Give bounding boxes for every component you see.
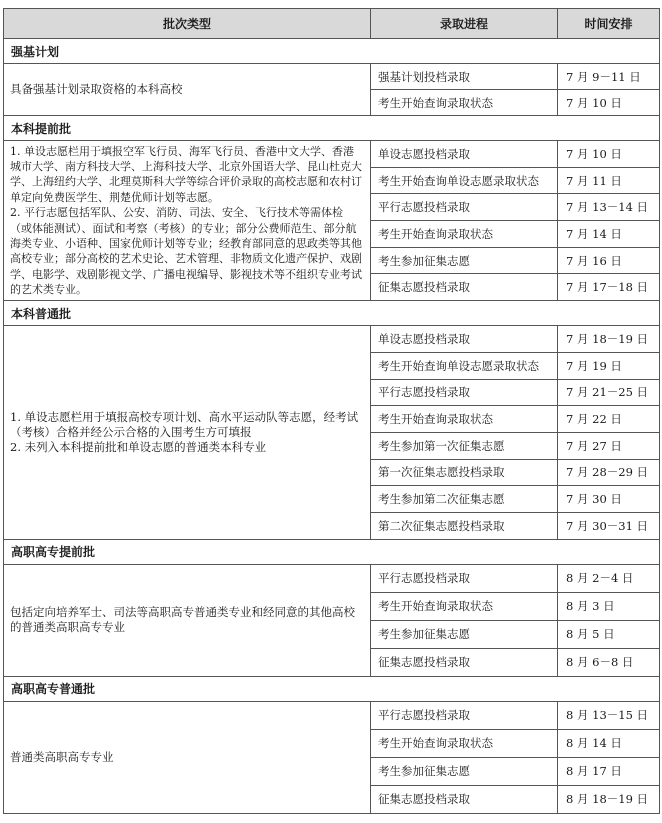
description-paragraph: 包括定向培养军士、司法等高职高专普通类专业和经同意的其他高校的普通类高职高专专业 <box>10 605 355 635</box>
admission-progress-cell: 考生开始查询录取状态 <box>371 221 558 248</box>
admission-progress-cell: 考生参加征集志愿 <box>371 247 558 274</box>
section-undergrad-regular-title-row <box>4 301 660 326</box>
schedule-time-cell: 8 月 6－8 日 <box>558 648 660 676</box>
schedule-time-cell: 7 月 28－29 日 <box>558 459 660 486</box>
schedule-time-cell: 7 月 21－25 日 <box>558 379 660 406</box>
description-paragraph: 1. 单设志愿栏用于填报空军飞行员、海军飞行员、香港中文大学、香港城市大学、南方科技大学、上海科技大学、北京外国语大学、昆山杜克大学、上海纽约大学、北理莫斯科大学等综合评价录取的高校志愿和农村订单定向免费医学生、荆楚优师计划等志愿。 <box>10 144 362 204</box>
table-row <box>4 326 660 353</box>
section-title: 本科普通批 <box>4 301 660 326</box>
schedule-time-cell: 7 月 18－19 日 <box>558 326 660 353</box>
batch-description <box>4 564 371 676</box>
schedule-time-cell: 7 月 10 日 <box>558 141 660 168</box>
schedule-time-cell: 7 月 19 日 <box>558 352 660 379</box>
description-paragraph: 1. 单设志愿栏用于填报高校专项计划、高水平运动队等志愿，经考试（考核）合格并经公示合格的入围考生方可填报 <box>10 409 359 439</box>
table-row <box>4 701 660 729</box>
schedule-time-cell: 8 月 13－15 日 <box>558 701 660 729</box>
schedule-time-cell: 7 月 30 日 <box>558 486 660 513</box>
admission-progress-cell: 考生开始查询录取状态 <box>371 406 558 433</box>
admission-progress-cell: 征集志愿投档录取 <box>371 648 558 676</box>
description-paragraph: 普通类高职高专专业 <box>10 749 114 764</box>
batch-description <box>4 141 371 301</box>
header-schedule: 时间安排 <box>558 9 660 39</box>
schedule-time-cell: 7 月 9－11 日 <box>558 64 660 90</box>
section-title: 高职高专提前批 <box>4 539 660 564</box>
admission-progress-cell: 征集志愿投档录取 <box>371 785 558 813</box>
section-title: 强基计划 <box>4 39 660 64</box>
admission-progress-cell: 考生参加征集志愿 <box>371 620 558 648</box>
schedule-time-cell: 7 月 13－14 日 <box>558 194 660 221</box>
admission-progress-cell: 平行志愿投档录取 <box>371 194 558 221</box>
admission-progress-cell: 考生开始查询录取状态 <box>371 729 558 757</box>
admission-progress-cell: 强基计划投档录取 <box>371 64 558 90</box>
admission-progress-cell: 平行志愿投档录取 <box>371 379 558 406</box>
schedule-time-cell: 8 月 17 日 <box>558 757 660 785</box>
schedule-time-cell: 7 月 10 日 <box>558 90 660 116</box>
table-row <box>4 64 660 90</box>
section-vocational-regular-title-row <box>4 676 660 701</box>
schedule-time-cell: 7 月 11 日 <box>558 167 660 194</box>
admission-progress-cell: 单设志愿投档录取 <box>371 141 558 168</box>
admission-schedule-table <box>3 8 660 814</box>
schedule-time-cell: 7 月 27 日 <box>558 432 660 459</box>
schedule-time-cell: 7 月 16 日 <box>558 247 660 274</box>
admission-progress-cell: 考生参加第二次征集志愿 <box>371 486 558 513</box>
section-vocational-early-title-row <box>4 539 660 564</box>
section-title: 本科提前批 <box>4 116 660 141</box>
batch-description <box>4 64 371 116</box>
batch-description <box>4 326 371 540</box>
section-strong-foundation-title-row <box>4 39 660 64</box>
schedule-time-cell: 7 月 17－18 日 <box>558 274 660 301</box>
description-paragraph: 2. 平行志愿包括军队、公安、消防、司法、安全、飞行技术等需体检（或体能测试）、面试和考察（考核）的专业；部分公费师范生、部分航海类专业、小语种、国家优师计划等专业；经教育部同意的思政类等其他高校专业；部分高校的艺术史论、艺术管理、非物质文化遗产保护、戏剧学、电影学、戏剧影视文学、广播电视编导、影视技术等不组织专业考试的艺术类专业。 <box>10 206 362 297</box>
table-row <box>4 141 660 168</box>
schedule-time-cell: 8 月 3 日 <box>558 592 660 620</box>
admission-progress-cell: 考生开始查询录取状态 <box>371 90 558 116</box>
admission-progress-cell: 平行志愿投档录取 <box>371 564 558 592</box>
schedule-time-cell: 8 月 2－4 日 <box>558 564 660 592</box>
description-paragraph: 具备强基计划录取资格的本科高校 <box>10 82 183 96</box>
admission-progress-cell: 第二次征集志愿投档录取 <box>371 512 558 539</box>
table-body <box>4 39 660 814</box>
admission-progress-cell: 第一次征集志愿投档录取 <box>371 459 558 486</box>
description-paragraph: 2. 未列入本科提前批和单设志愿的普通类本科专业 <box>10 439 267 454</box>
header-admission-progress: 录取进程 <box>371 9 558 39</box>
admission-progress-cell: 考生开始查询单设志愿录取状态 <box>371 167 558 194</box>
header-batch-type: 批次类型 <box>4 9 371 39</box>
admission-progress-cell: 考生开始查询录取状态 <box>371 592 558 620</box>
section-title: 高职高专普通批 <box>4 676 660 701</box>
admission-progress-cell: 单设志愿投档录取 <box>371 326 558 353</box>
admission-progress-cell: 征集志愿投档录取 <box>371 274 558 301</box>
admission-progress-cell: 考生开始查询单设志愿录取状态 <box>371 352 558 379</box>
admission-progress-cell: 平行志愿投档录取 <box>371 701 558 729</box>
admission-progress-cell: 考生参加征集志愿 <box>371 757 558 785</box>
batch-description <box>4 701 371 813</box>
table-header-row <box>4 9 660 39</box>
schedule-time-cell: 8 月 14 日 <box>558 729 660 757</box>
schedule-time-cell: 7 月 14 日 <box>558 221 660 248</box>
schedule-time-cell: 7 月 22 日 <box>558 406 660 433</box>
schedule-time-cell: 7 月 30－31 日 <box>558 512 660 539</box>
schedule-time-cell: 8 月 18－19 日 <box>558 785 660 813</box>
table-row <box>4 564 660 592</box>
admission-progress-cell: 考生参加第一次征集志愿 <box>371 432 558 459</box>
schedule-time-cell: 8 月 5 日 <box>558 620 660 648</box>
section-undergrad-early-title-row <box>4 116 660 141</box>
